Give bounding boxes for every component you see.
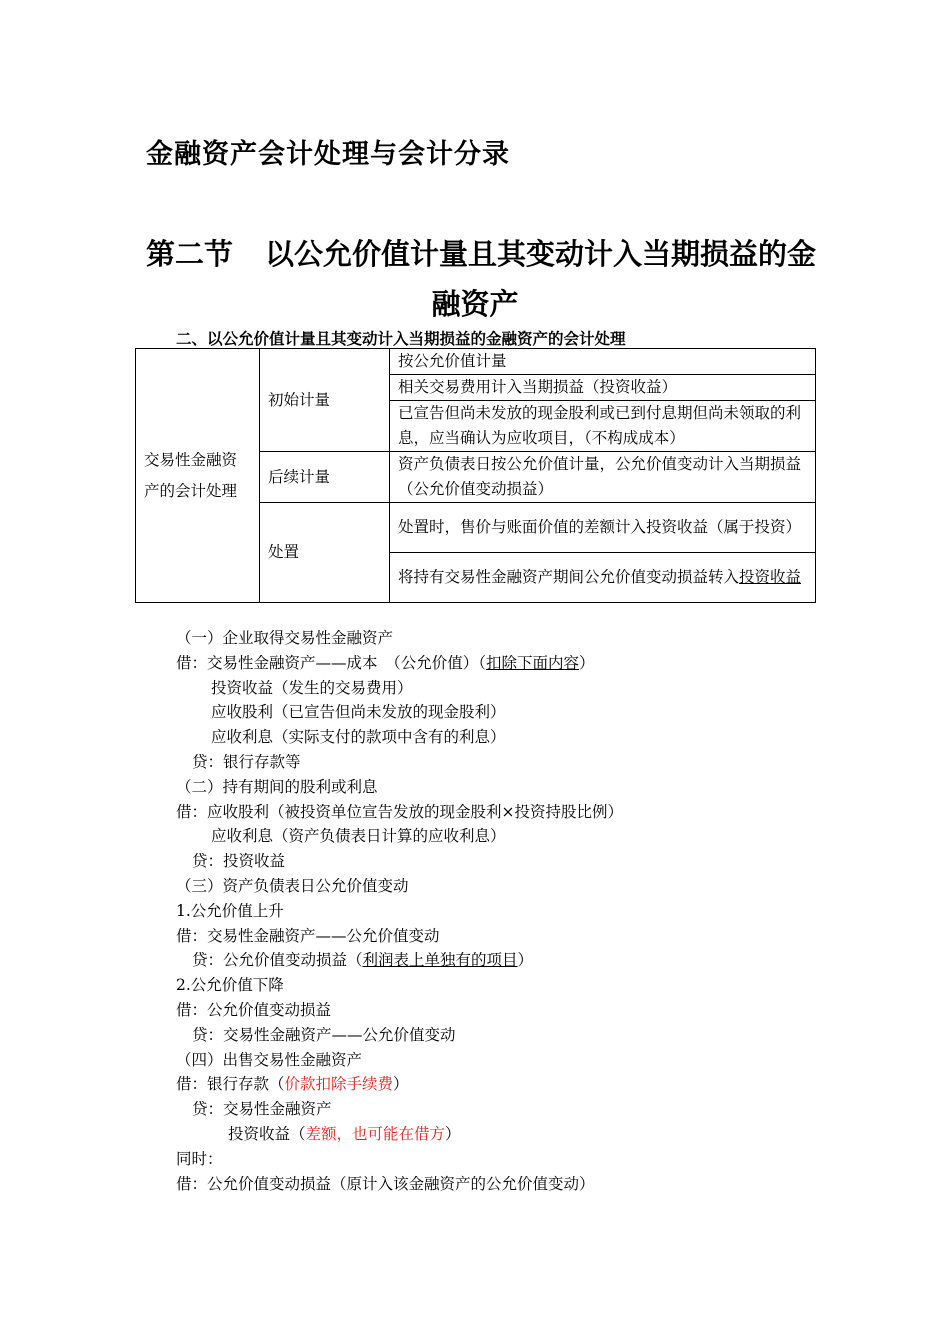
initial-item-3: 已宣告但尚未发放的现金股利或已到付息期但尚未领取的利息，应当确认为应收项目，（不构成成本） [390, 401, 816, 452]
section-heading [146, 232, 816, 273]
category-line1: 交易性金融资 [144, 450, 238, 469]
subsequent-item: 资产负债表日按公允价值计量，公允价值变动计入当期损益（公允价值变动损益） [390, 452, 816, 503]
initial-item-1: 按公允价值计量 [390, 349, 816, 375]
entry-line [176, 1072, 623, 1097]
disposal-item-2-underlined: 投资收益 [739, 568, 802, 586]
entry-underlined-note: 利润表上单独有的项目 [362, 951, 518, 970]
entry-line: 同时： [176, 1149, 223, 1168]
category-cell [136, 349, 260, 603]
entry-section-3-title: （三）资产负债表日公允价值变动 [176, 876, 409, 895]
initial-item-2: 相关交易费用计入当期损益（投资收益） [390, 375, 816, 401]
disposal-item-1: 处置时，售价与账面价值的差额计入投资收益（属于投资） [390, 503, 816, 553]
entry-text: ） [579, 653, 595, 672]
journal-entries [176, 626, 623, 1196]
document-title: 金融资产会计处理与会计分录 [146, 139, 510, 170]
subsequent-measurement-label: 后续计量 [260, 452, 390, 503]
entry-line [176, 651, 623, 676]
entry-section-2-title: （二）持有期间的股利或利息 [176, 777, 378, 796]
entry-line: 应收利息（实际支付的款项中含有的利息） [211, 728, 506, 747]
entry-line: 贷：交易性金融资产 [192, 1100, 332, 1119]
entry-section-1-title: （一）企业取得交易性金融资产 [176, 629, 394, 647]
entry-line: 投资收益（发生的交易费用） [211, 678, 413, 697]
disposal-label: 处置 [260, 503, 390, 603]
entry-underlined-note: 扣除下面内容 [486, 653, 580, 672]
entry-text: ） [445, 1124, 461, 1143]
section-label: 第二节 [146, 237, 234, 271]
entry-line: 贷：交易性金融资产——公允价值变动 [192, 1025, 456, 1044]
disposal-item-2 [390, 553, 816, 603]
entry-text: 借：交易性金融资产——成本 （公允价值）（ [176, 653, 487, 672]
entry-line: 借：公允价值变动损益 [176, 1000, 332, 1019]
entry-text: 投资收益（ [228, 1124, 306, 1143]
section-title-part2: 融资产 [431, 287, 519, 321]
entry-line: 应收股利（已宣告但尚未发放的现金股利） [211, 703, 506, 722]
entry-subsection-title: 2.公允价值下降 [176, 976, 284, 995]
section-title-part1: 以公允价值计量且其变动计入当期损益的金 [265, 237, 817, 271]
entry-line: 贷：投资收益 [192, 852, 286, 871]
category-line2: 产的会计处理 [144, 481, 238, 500]
entry-line [176, 1122, 623, 1147]
entry-text: 贷：公允价值变动损益（ [192, 951, 363, 970]
entry-line: 借：交易性金融资产——公允价值变动 [176, 926, 440, 945]
entry-red-note: 差额，也可能在借方 [305, 1124, 446, 1143]
entry-line: 借：应收股利（被投资单位宣告发放的现金股利×投资持股比例） [176, 802, 623, 821]
entry-line: 贷：银行存款等 [192, 752, 301, 771]
entry-line [176, 948, 623, 973]
subheading: 二、以公允价值计量且其变动计入当期损益的金融资产的会计处理 [176, 330, 626, 348]
entry-text: 借：银行存款（ [176, 1075, 285, 1094]
initial-measurement-label: 初始计量 [260, 349, 390, 452]
entry-text: ） [517, 951, 534, 970]
accounting-table [135, 348, 816, 603]
entry-section-4-title: （四）出售交易性金融资产 [176, 1050, 363, 1069]
entry-line: 应收利息（资产负债表日计算的应收利息） [211, 827, 506, 846]
entry-subsection-title: 1.公允价值上升 [176, 901, 284, 920]
entry-text: ） [393, 1075, 409, 1094]
entry-red-note: 价款扣除手续费 [284, 1075, 394, 1094]
entry-line: 借：公允价值变动损益（原计入该金融资产的公允价值变动） [176, 1174, 595, 1193]
disposal-item-2-text: 将持有交易性金融资产期间公允价值变动损益转入 [398, 568, 740, 586]
